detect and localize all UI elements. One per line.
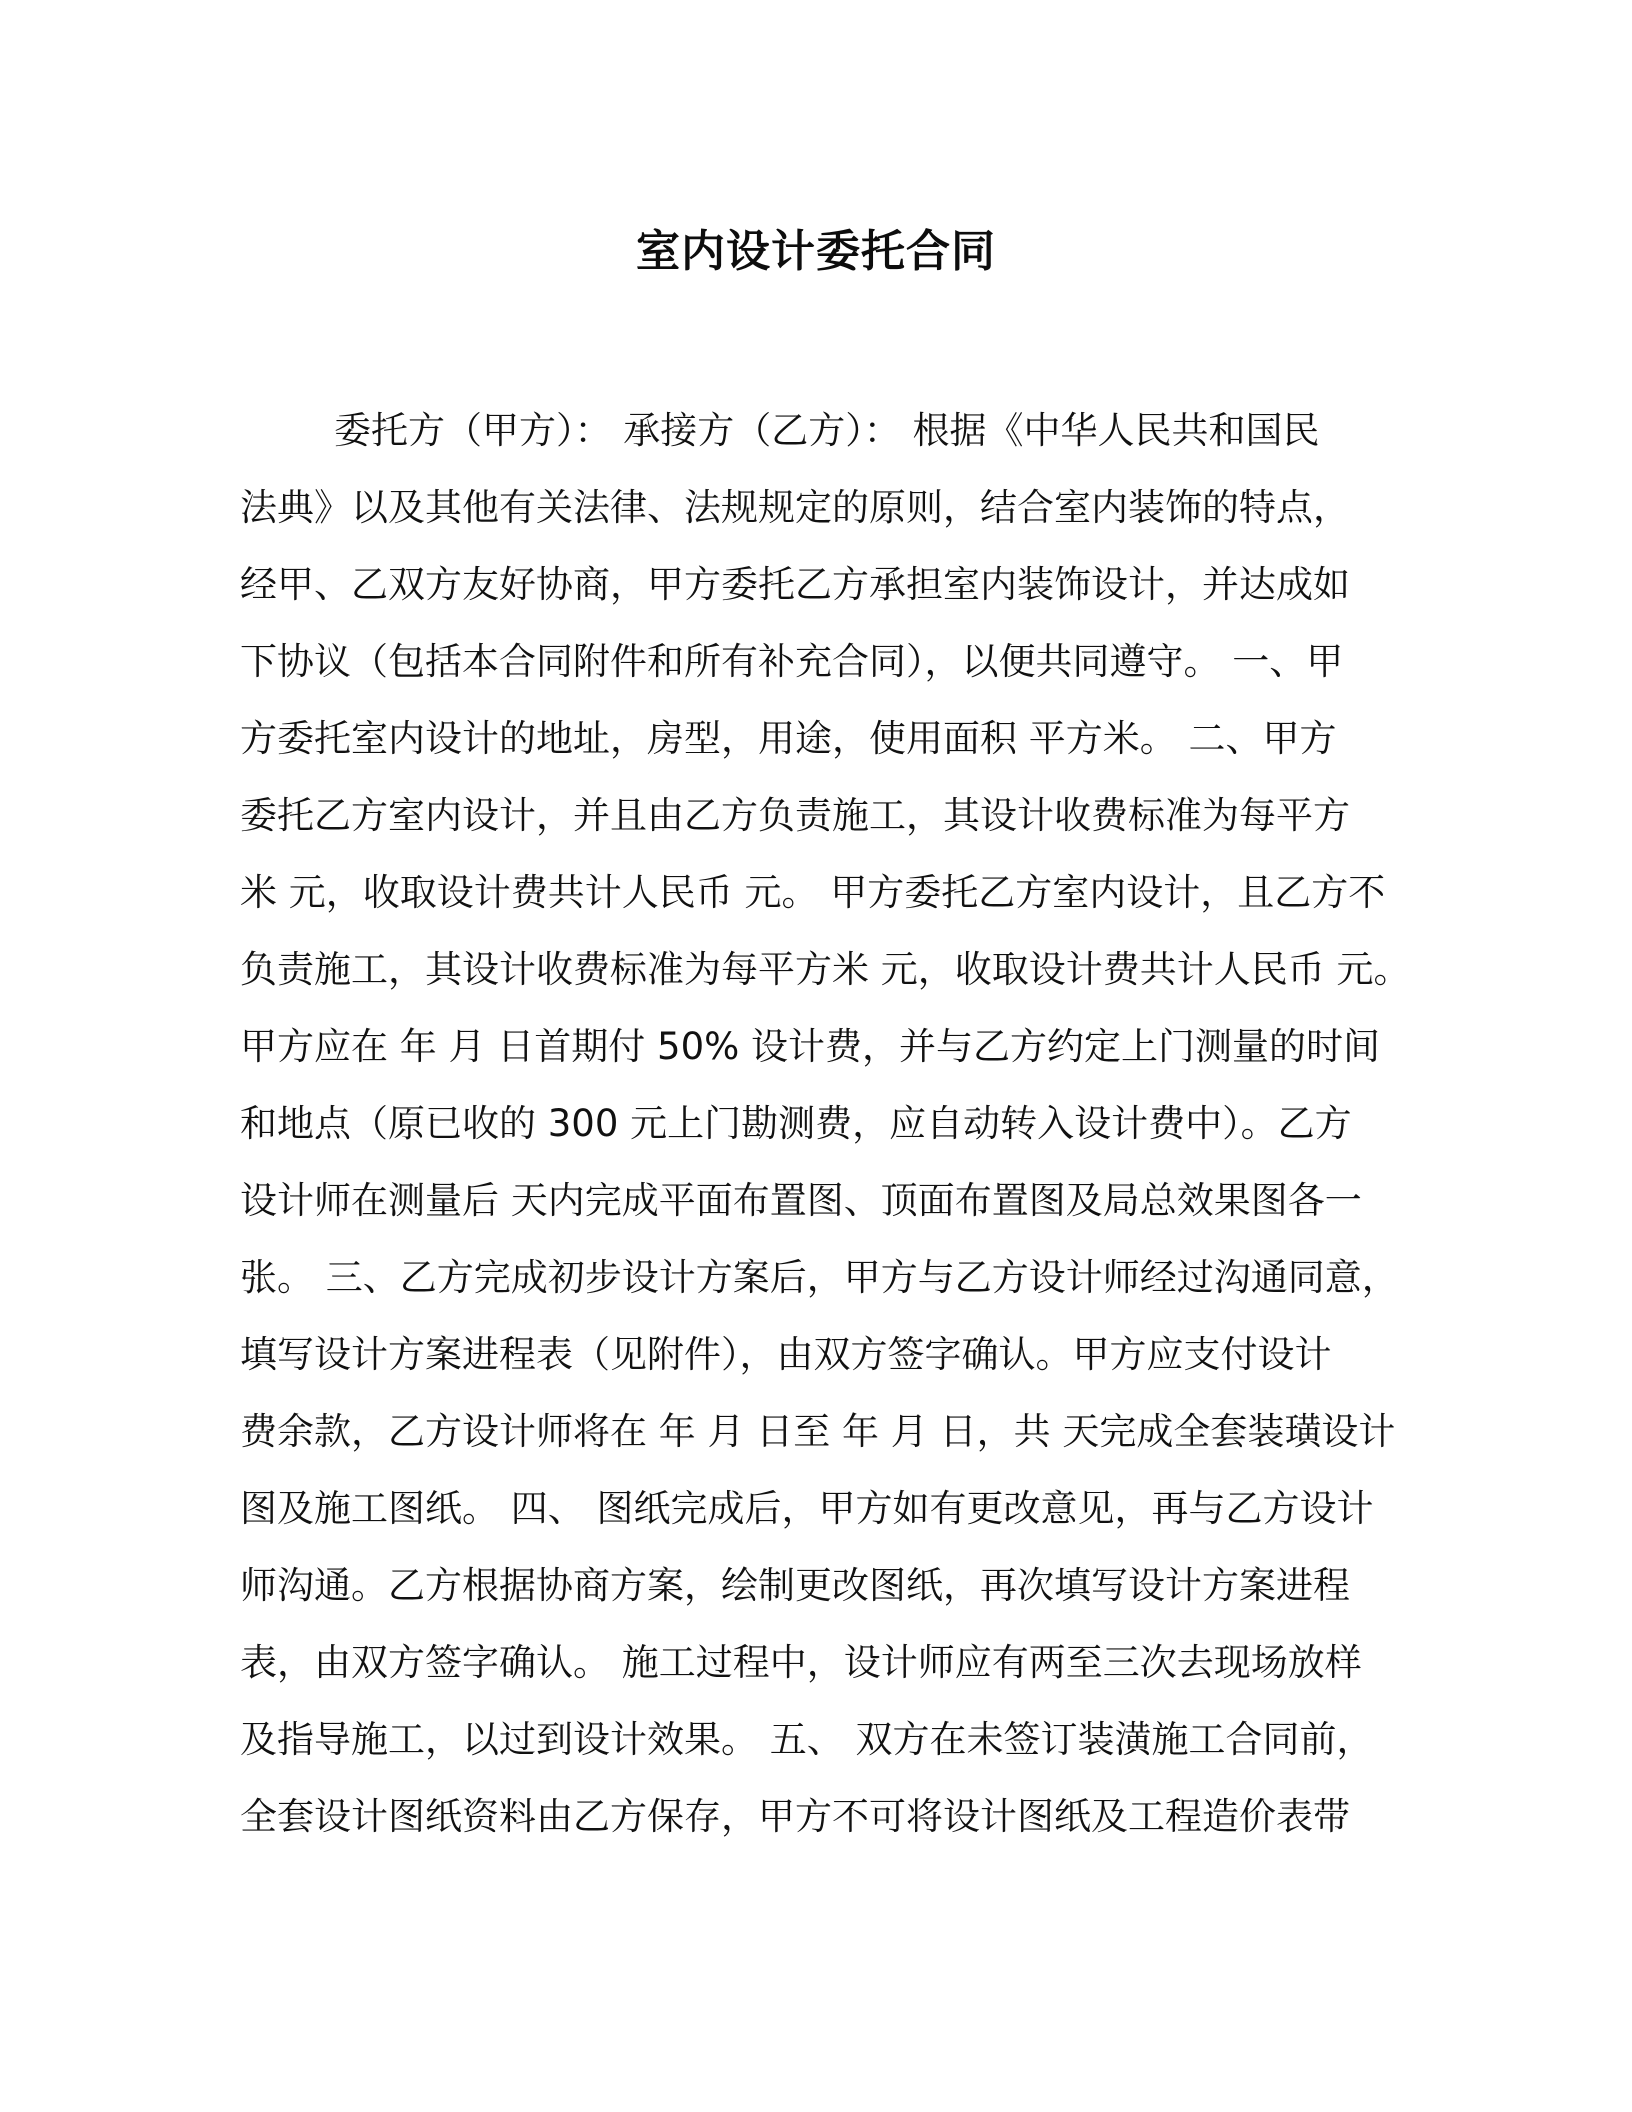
- body-line: 表，由双方签字确认。 施工过程中，设计师应有两至三次去现场放样: [240, 1641, 1362, 1684]
- document-title: 室内设计委托合同: [636, 226, 996, 277]
- body-line: 委托乙方室内设计，并且由乙方负责施工，其设计收费标准为每平方: [240, 794, 1350, 837]
- body-line: 师沟通。乙方根据协商方案，绘制更改图纸，再次填写设计方案进程: [240, 1564, 1350, 1607]
- body-line: 下协议（包括本合同附件和所有补充合同），以便共同遵守。 一、甲: [240, 640, 1344, 683]
- body-line: 法典》以及其他有关法律、法规规定的原则，结合室内装饰的特点，: [240, 486, 1350, 529]
- body-line: 经甲、乙双方友好协商，甲方委托乙方承担室内装饰设计，并达成如: [240, 563, 1350, 606]
- body-line: 设计师在测量后 天内完成平面布置图、顶面布置图及局总效果图各一: [240, 1179, 1362, 1222]
- body-line: 全套设计图纸资料由乙方保存，甲方不可将设计图纸及工程造价表带: [240, 1795, 1350, 1838]
- body-line: 填写设计方案进程表（见附件），由双方签字确认。甲方应支付设计: [240, 1333, 1332, 1376]
- body-line: 图及施工图纸。 四、 图纸完成后，甲方如有更改意见，再与乙方设计: [240, 1487, 1374, 1530]
- body-line: 和地点（原已收的 300 元上门勘测费，应自动转入设计费中）。乙方: [240, 1102, 1352, 1145]
- body-line: 甲方应在 年 月 日首期付 50% 设计费，并与乙方约定上门测量的时间: [240, 1025, 1381, 1068]
- body-line: 方委托室内设计的地址，房型，用途，使用面积 平方米。 二、甲方: [240, 717, 1337, 760]
- body-line: 及指导施工，以过到设计效果。 五、 双方在未签订装潢施工合同前，: [240, 1718, 1374, 1761]
- body-line: 米 元，收取设计费共计人民币 元。 甲方委托乙方室内设计，且乙方不: [240, 871, 1386, 914]
- body-line: 负责施工，其设计收费标准为每平方米 元，收取设计费共计人民币 元。: [240, 948, 1411, 991]
- body-line: 费余款，乙方设计师将在 年 月 日至 年 月 日，共 天完成全套装璜设计: [240, 1410, 1396, 1453]
- contract-body: [240, 392, 1411, 1855]
- body-line: 委托方（甲方）： 承接方（乙方）： 根据《中华人民共和国民: [334, 409, 1320, 452]
- body-line: 张。 三、乙方完成初步设计方案后，甲方与乙方设计师经过沟通同意，: [240, 1256, 1399, 1299]
